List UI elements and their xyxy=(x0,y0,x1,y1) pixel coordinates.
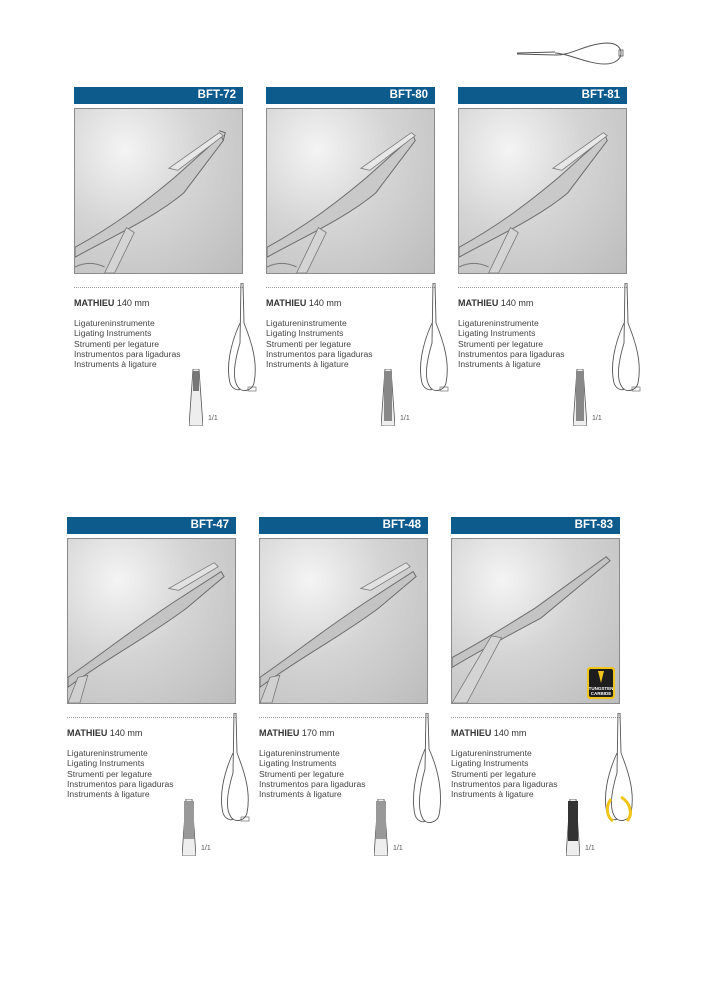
divider xyxy=(458,287,627,288)
divider xyxy=(259,717,428,718)
product-photo xyxy=(458,108,627,274)
mathieu-instrument-icon xyxy=(224,283,260,395)
scale-label: 1/1 xyxy=(201,845,211,853)
jaw-tip-icon xyxy=(381,369,395,426)
desc-en: Ligating Instruments xyxy=(458,328,536,339)
desc-fr: Instruments à ligature xyxy=(67,789,150,800)
product-title xyxy=(74,298,243,308)
product-title xyxy=(67,728,236,738)
product-descriptions xyxy=(458,318,627,369)
desc-en: Ligating Instruments xyxy=(74,328,152,339)
desc-it: Strumenti per legature xyxy=(74,338,160,349)
desc-es: Instrumentos para ligaduras xyxy=(266,348,373,359)
mathieu-instrument-icon xyxy=(217,713,253,825)
desc-en: Ligating Instruments xyxy=(451,758,529,769)
product-code: BFT-72 xyxy=(74,87,243,104)
divider xyxy=(67,717,236,718)
desc-fr: Instruments à ligature xyxy=(458,359,541,370)
product-card-bft-81 xyxy=(458,87,627,439)
product-name: MATHIEU xyxy=(458,298,499,308)
scale-label: 1/1 xyxy=(208,415,218,423)
desc-en: Ligating Instruments xyxy=(259,758,337,769)
desc-de: Ligatureninstrumente xyxy=(451,748,532,758)
desc-en: Ligating Instruments xyxy=(266,328,344,339)
product-photo xyxy=(266,108,435,274)
product-size: 140 mm xyxy=(116,298,150,308)
desc-it: Strumenti per legature xyxy=(458,338,544,349)
desc-fr: Instruments à ligature xyxy=(451,789,534,800)
divider xyxy=(451,717,620,718)
product-card-bft-48 xyxy=(259,517,428,869)
tungsten-carbide-badge xyxy=(587,667,615,699)
mathieu-instrument-icon xyxy=(409,713,445,825)
product-name: MATHIEU xyxy=(74,298,115,308)
product-title xyxy=(266,298,435,308)
product-title xyxy=(451,728,620,738)
product-title xyxy=(458,298,627,308)
product-code: BFT-80 xyxy=(266,87,435,104)
product-code: BFT-47 xyxy=(67,517,236,534)
product-size: 140 mm xyxy=(109,728,143,738)
desc-de: Ligatureninstrumente xyxy=(259,748,340,758)
desc-de: Ligatureninstrumente xyxy=(458,318,539,328)
desc-en: Ligating Instruments xyxy=(67,758,145,769)
product-photo xyxy=(259,538,428,704)
product-card-bft-80 xyxy=(266,87,435,439)
product-photo xyxy=(67,538,236,704)
product-card-bft-47 xyxy=(67,517,236,869)
product-code: BFT-48 xyxy=(259,517,428,534)
mathieu-instrument-icon xyxy=(416,283,452,395)
desc-es: Instrumentos para ligaduras xyxy=(74,348,181,359)
product-descriptions xyxy=(67,748,236,799)
desc-fr: Instruments à ligature xyxy=(74,359,157,370)
product-descriptions xyxy=(259,748,428,799)
desc-it: Strumenti per legature xyxy=(451,768,537,779)
scale-label: 1/1 xyxy=(592,415,602,423)
desc-es: Instrumentos para ligaduras xyxy=(259,778,366,789)
product-size: 140 mm xyxy=(308,298,342,308)
jaw-tip-icon xyxy=(182,799,196,856)
product-descriptions xyxy=(451,748,620,799)
desc-de: Ligatureninstrumente xyxy=(67,748,148,758)
jaw-tip-icon xyxy=(374,799,388,856)
product-size: 170 mm xyxy=(301,728,335,738)
jaw-tip-icon xyxy=(566,799,580,856)
product-name: MATHIEU xyxy=(259,728,300,738)
desc-es: Instrumentos para ligaduras xyxy=(458,348,565,359)
product-name: MATHIEU xyxy=(67,728,108,738)
product-code: BFT-83 xyxy=(451,517,620,534)
product-photo xyxy=(451,538,620,704)
desc-it: Strumenti per legature xyxy=(266,338,352,349)
product-name: MATHIEU xyxy=(266,298,307,308)
desc-it: Strumenti per legature xyxy=(259,768,345,779)
jaw-tip-icon xyxy=(573,369,587,426)
divider xyxy=(266,287,435,288)
product-size: 140 mm xyxy=(493,728,527,738)
mathieu-instrument-icon xyxy=(601,713,637,825)
desc-fr: Instruments à ligature xyxy=(266,359,349,370)
scale-label: 1/1 xyxy=(400,415,410,423)
product-descriptions xyxy=(74,318,243,369)
badge-line2: CARBIDE xyxy=(590,691,612,696)
scale-label: 1/1 xyxy=(585,845,595,853)
mathieu-holder-outline-icon xyxy=(515,40,625,68)
product-card-bft-83 xyxy=(451,517,620,869)
desc-it: Strumenti per legature xyxy=(67,768,153,779)
desc-de: Ligatureninstrumente xyxy=(266,318,347,328)
jaw-tip-icon xyxy=(189,369,203,426)
scale-label: 1/1 xyxy=(393,845,403,853)
product-code: BFT-81 xyxy=(458,87,627,104)
badge-line1: TUNGSTEN xyxy=(588,686,614,691)
product-title xyxy=(259,728,428,738)
desc-fr: Instruments à ligature xyxy=(259,789,342,800)
desc-es: Instrumentos para ligaduras xyxy=(67,778,174,789)
divider xyxy=(74,287,243,288)
product-size: 140 mm xyxy=(500,298,534,308)
desc-es: Instrumentos para ligaduras xyxy=(451,778,558,789)
product-card-bft-72 xyxy=(74,87,243,439)
mathieu-instrument-icon xyxy=(608,283,644,395)
product-photo xyxy=(74,108,243,274)
desc-de: Ligatureninstrumente xyxy=(74,318,155,328)
product-name: MATHIEU xyxy=(451,728,492,738)
product-descriptions xyxy=(266,318,435,369)
